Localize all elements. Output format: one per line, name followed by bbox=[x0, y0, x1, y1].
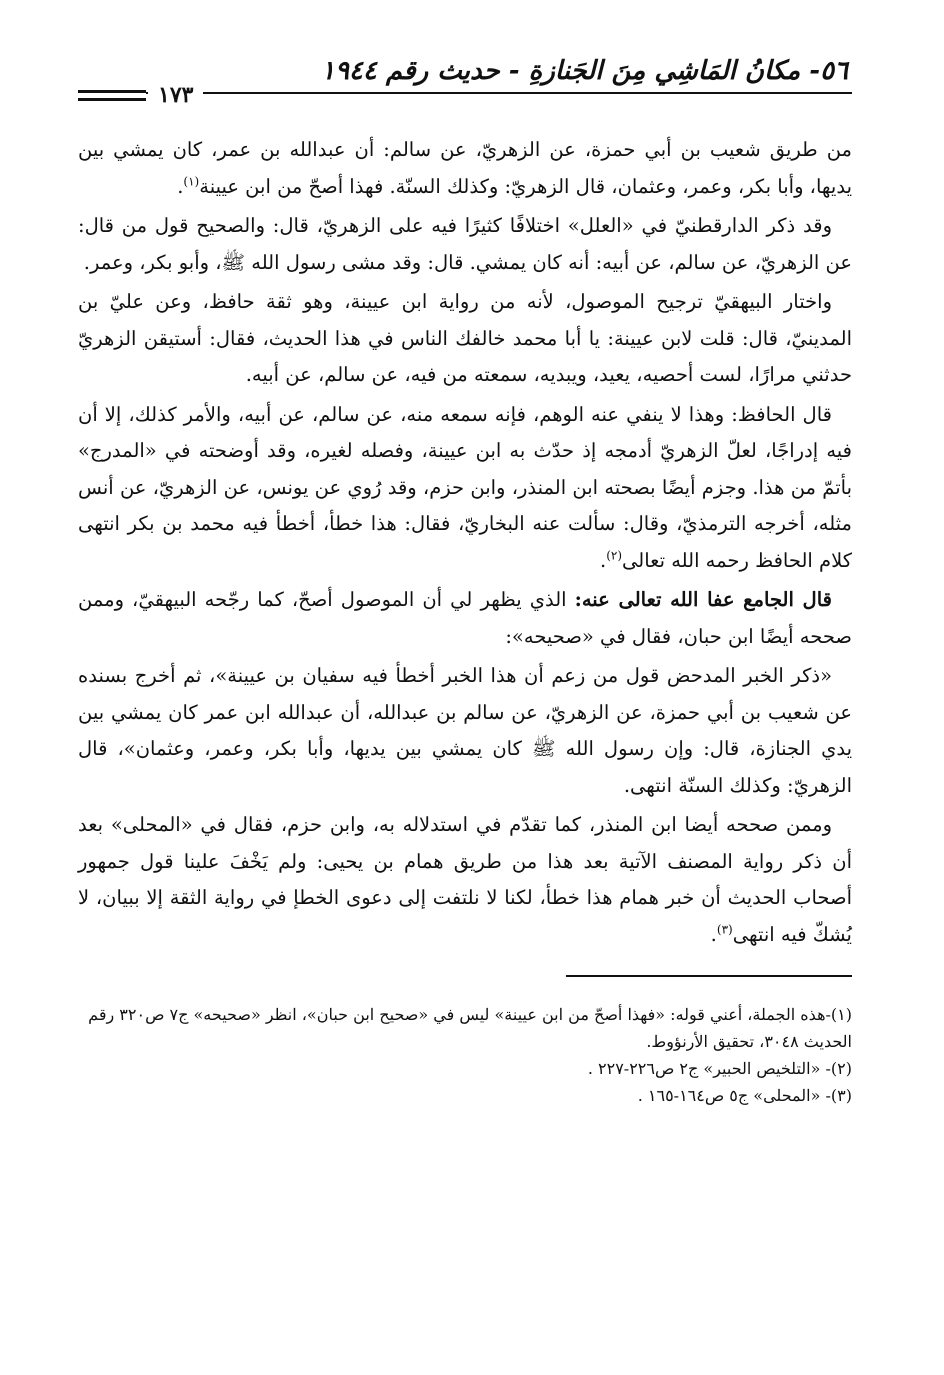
paragraph-text: وقد ذكر الدارقطنيّ في «العلل» اختلافًا كثيرًا فيه على الزهريّ، قال: والصحيح قول من قال: عن الزهريّ، عن سالم، عن أبيه: أنه كان يمشي. قال: وقد مشى رسول الله ﷺ، وأبو بكر، وعمر. bbox=[78, 214, 852, 274]
paragraph bbox=[78, 582, 852, 655]
footnote: (٣)- «المحلى» ج٥ ص١٦٤-١٦٥ . bbox=[637, 1086, 852, 1105]
paragraph bbox=[78, 132, 852, 205]
page-number: ١٧٣ bbox=[148, 82, 203, 108]
footnote: (١)-هذه الجملة، أعني قوله: «فهذا أصحّ من ابن عيينة» ليس في «صحيح ابن حبان»، انظر «صحيحه» ج٧ ص٣٢٠ رقم الحديث ٣٠٤٨، تحقيق الأرنؤوط. bbox=[88, 1005, 852, 1051]
main-text bbox=[78, 132, 852, 953]
chapter-heading: ٥٦- مكانُ المَاشِي مِنَ الجَنازةِ - حديث رقم ١٩٤٤ bbox=[320, 56, 848, 86]
paragraph-text: واختار البيهقيّ ترجيح الموصول، لأنه من رواية ابن عيينة، وهو ثقة حافظ، وعن عليّ بن المدينيّ، قال: قلت لابن عيينة: يا أبا محمد خالفك الناس في هذا الحديث، فقال: أستيقن الزهريّ حدثني مرارًا، لست أحصيه، يعيد، ويبديه، سمعته من فيه، عن سالم، عن أبيه. bbox=[78, 290, 852, 386]
paragraph-tail: . bbox=[177, 174, 184, 198]
footnotes bbox=[78, 1001, 852, 1109]
paragraph-text: وممن صححه أيضا ابن المنذر، كما تقدّم في استدلاله به، وابن حزم، فقال في «المحلى» بعد أن ذكر رواية المصنف الآتية بعد هذا من طريق همام بن يحيى: ولم يَخْفَ علينا قول جمهور أصحاب الحديث أن خبر همام هذا خطأ، لكنا لا نلتفت إلى دعوى الخطإ في رواية الثقة إلا ببيان، لا يُشكّ فيه انتهى bbox=[78, 813, 852, 946]
paragraph bbox=[78, 807, 852, 953]
footnote-marker: (٢) bbox=[606, 548, 623, 562]
footnote: (٢)- «التلخيص الحبير» ج٢ ص٢٢٦-٢٢٧ . bbox=[587, 1059, 852, 1078]
paragraph bbox=[78, 397, 852, 580]
paragraph bbox=[78, 658, 852, 804]
paragraph-text: من طريق شعيب بن أبي حمزة، عن الزهريّ، عن سالم: أن عبدالله بن عمر، كان يمشي بين يديها، وأبا بكر، وعمر، وعثمان، قال الزهريّ: وكذلك السنّة. فهذا أصحّ من ابن عيينة bbox=[78, 138, 852, 198]
footnote-marker: (٣) bbox=[716, 922, 733, 936]
paragraph-lead: قال الجامع عفا الله تعالى عنه: bbox=[574, 588, 832, 611]
footnote-marker: (١) bbox=[183, 174, 200, 188]
paragraph-text: الذي يظهر لي أن الموصول أصحّ، كما رجّحه البيهقيّ، وممن صححه أيضًا ابن حبان، فقال في «صحيحه»: bbox=[78, 588, 852, 648]
paragraph-text: قال الحافظ: وهذا لا ينفي عنه الوهم، فإنه سمعه منه، عن سالم، عن أبيه، والأمر كذلك، إلا أن فيه إدراجًا، لعلّ الزهريّ أدمجه إذ حدّث به ابن عيينة، وفصله لغيره، وقد أوضحته في «المدرج» بأتمّ من هذا. وجزم أيضًا بصحته ابن المنذر، وابن حزم، وقد رُوي عن يونس، عن الزهريّ، عن أنس مثله، أخرجه الترمذيّ، وقال: سألت عنه البخاريّ، فقال: هذا خطأ، أخطأ فيه محمد بن بكر انتهى كلام الحافظ رحمه الله تعالى bbox=[78, 402, 852, 572]
book-page bbox=[78, 52, 852, 1109]
footnote-separator bbox=[566, 975, 852, 977]
paragraph-tail: . bbox=[710, 922, 717, 946]
paragraph bbox=[78, 208, 852, 281]
paragraph bbox=[78, 284, 852, 394]
paragraph-text: «ذكر الخبر المدحض قول من زعم أن هذا الخبر أخطأ فيه سفيان بن عيينة»، ثم أخرج بسنده عن شعيب بن أبي حمزة، عن الزهريّ، عن سالم بن عبدالله، أن عبدالله ابن عمر كان يمشي بين يدي الجنازة، قال: وإن رسول الله ﷺ كان يمشي بين يديها، وأبا بكر، وعمر، وعثمان»، قال الزهريّ: وكذلك السنّة انتهى. bbox=[78, 664, 852, 797]
page-header bbox=[78, 52, 852, 108]
paragraph-tail: . bbox=[600, 548, 607, 572]
header-double-rule bbox=[78, 90, 146, 101]
